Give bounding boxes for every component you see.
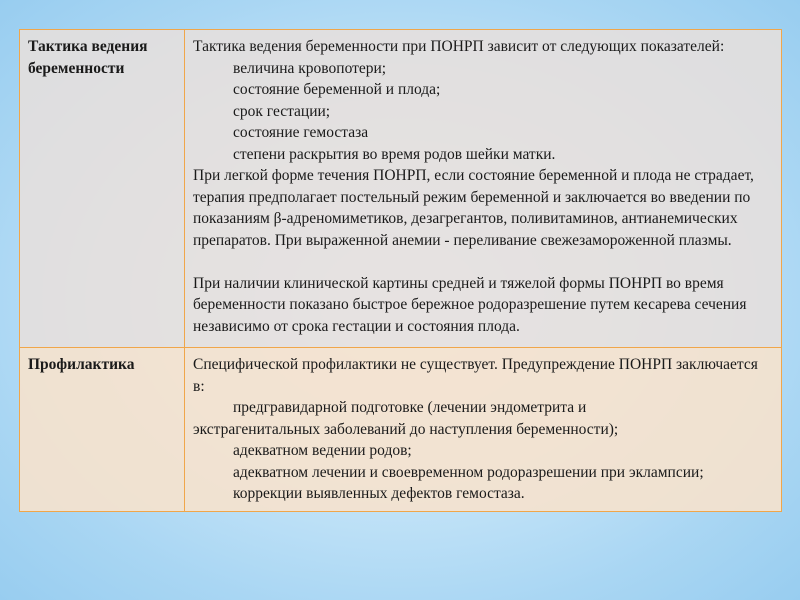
row-body-prevention (185, 348, 782, 512)
row-header-tactics: Тактика ведения беременности (20, 30, 185, 348)
row-header-prevention: Профилактика (20, 348, 185, 512)
prevention-intro: Специфической профилактики не существует. Предупреждение ПОНРП заключается в: (193, 356, 758, 395)
factor-item: состояние беременной и плода; (233, 81, 441, 98)
mild-form-paragraph: При легкой форме течения ПОНРП, если состояние беременной и плода не страдает, терапия предполагает постельный режим беременной и заключается во введении по показаниям β-адреномиметиков, дезагрегантов, поливитаминов, антианемических препаратов. При выраженной анемии - переливание свежезамороженной плазмы. (193, 167, 754, 249)
prevention-item: предгравидарной подготовке (лечении эндометрита и (233, 399, 587, 416)
paragraph-spacer (193, 251, 773, 273)
factor-item: степени раскрытия во время родов шейки матки. (233, 145, 556, 163)
content-table (19, 29, 782, 512)
prevention-item: адекватном ведении родов; (233, 442, 412, 459)
table-row-tactics (20, 30, 782, 348)
row-body-tactics (185, 30, 782, 348)
prevention-item: адекватном лечении и своевременном родоразрешении при эклампсии; (233, 463, 704, 481)
severe-form-paragraph: При наличии клинической картины средней и тяжелой формы ПОНРП во время беременности показано быстрое бережное родоразрешение путем кесарева сечения независимо от срока гестации и состояния плода. (193, 274, 747, 335)
prevention-item: коррекции выявленных дефектов гемостаза. (233, 485, 525, 502)
tactics-intro: Тактика ведения беременности при ПОНРП зависит от следующих показателей: (193, 38, 725, 55)
prevention-item-continuation: экстрагенитальных заболеваний до наступления беременности); (193, 420, 619, 438)
factor-item: срок гестации; (233, 102, 331, 120)
table-row-prevention (20, 348, 782, 512)
factor-item: величина кровопотери; (233, 59, 387, 77)
factor-item: состояние гемостаза (233, 124, 369, 141)
